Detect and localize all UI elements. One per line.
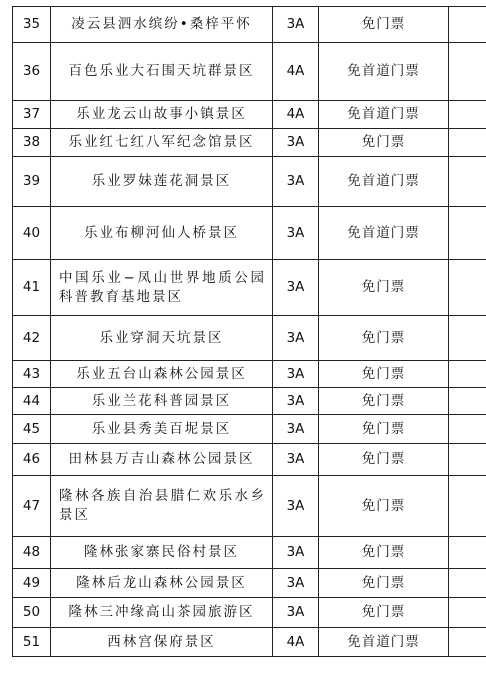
blank-cell — [449, 129, 486, 157]
scenic-spot-table — [12, 6, 486, 657]
row-number: 41 — [13, 260, 51, 316]
scenic-spot-name: 西林宫保府景区 — [51, 628, 273, 657]
table-row — [13, 569, 486, 598]
scenic-level: 4A — [273, 628, 319, 657]
ticket-policy: 免门票 — [319, 537, 449, 569]
scenic-spot-name: 乐业穿洞天坑景区 — [51, 316, 273, 361]
scenic-spot-name: 乐业龙云山故事小镇景区 — [51, 101, 273, 129]
ticket-policy: 免门票 — [319, 388, 449, 415]
scenic-spot-name: 隆林张家寨民俗村景区 — [51, 537, 273, 569]
table-row — [13, 43, 486, 101]
blank-cell — [449, 361, 486, 388]
table-row — [13, 260, 486, 316]
ticket-policy: 免首道门票 — [319, 43, 449, 101]
blank-cell — [449, 43, 486, 101]
row-number: 44 — [13, 388, 51, 415]
table-row — [13, 444, 486, 476]
ticket-policy: 免门票 — [319, 569, 449, 598]
scenic-level: 3A — [273, 129, 319, 157]
row-number: 43 — [13, 361, 51, 388]
blank-cell — [449, 598, 486, 628]
row-number: 48 — [13, 537, 51, 569]
scenic-level: 3A — [273, 569, 319, 598]
scenic-spot-name: 乐业布柳河仙人桥景区 — [51, 207, 273, 260]
scenic-spot-name: 乐业五台山森林公园景区 — [51, 361, 273, 388]
scenic-spot-name-cell — [51, 476, 273, 537]
row-number: 35 — [13, 7, 51, 43]
ticket-policy: 免门票 — [319, 444, 449, 476]
ticket-policy: 免首道门票 — [319, 628, 449, 657]
blank-cell — [449, 628, 486, 657]
scenic-spot-name-cell — [51, 260, 273, 316]
table-row — [13, 207, 486, 260]
row-number: 39 — [13, 157, 51, 207]
scenic-spot-name: 中国乐业−凤山世界地质公园科普教育基地景区 — [59, 269, 266, 305]
scenic-spot-name: 隆林后龙山森林公园景区 — [51, 569, 273, 598]
scenic-spot-name: 乐业县秀美百坭景区 — [51, 415, 273, 444]
blank-cell — [449, 537, 486, 569]
row-number: 42 — [13, 316, 51, 361]
table-row — [13, 628, 486, 657]
table-row — [13, 598, 486, 628]
ticket-policy: 免首道门票 — [319, 101, 449, 129]
scenic-spot-name: 乐业罗妹莲花洞景区 — [51, 157, 273, 207]
blank-cell — [449, 101, 486, 129]
scenic-spot-name: 隆林各族自治县腊仁欢乐水乡景区 — [59, 488, 266, 523]
row-number: 51 — [13, 628, 51, 657]
table-row — [13, 388, 486, 415]
blank-cell — [449, 444, 486, 476]
blank-cell — [449, 388, 486, 415]
blank-cell — [449, 316, 486, 361]
scenic-spot-name: 隆林三冲缘高山茶园旅游区 — [51, 598, 273, 628]
blank-cell — [449, 569, 486, 598]
scenic-level: 3A — [273, 415, 319, 444]
scenic-level: 4A — [273, 101, 319, 129]
scenic-level: 3A — [273, 388, 319, 415]
ticket-policy: 免门票 — [319, 415, 449, 444]
scenic-spot-name: 凌云县泗水缤纷•桑梓平怀 — [51, 7, 273, 43]
row-number: 45 — [13, 415, 51, 444]
table-row — [13, 537, 486, 569]
scenic-level: 3A — [273, 476, 319, 537]
row-number: 40 — [13, 207, 51, 260]
row-number: 38 — [13, 129, 51, 157]
scenic-level: 3A — [273, 260, 319, 316]
scenic-level: 3A — [273, 157, 319, 207]
blank-cell — [449, 415, 486, 444]
ticket-policy: 免门票 — [319, 260, 449, 316]
blank-cell — [449, 260, 486, 316]
scenic-spot-name: 乐业兰花科普园景区 — [51, 388, 273, 415]
table-row — [13, 101, 486, 129]
table-row — [13, 157, 486, 207]
row-number: 46 — [13, 444, 51, 476]
ticket-policy: 免首道门票 — [319, 207, 449, 260]
scenic-level: 3A — [273, 361, 319, 388]
ticket-policy: 免门票 — [319, 476, 449, 537]
table-row — [13, 415, 486, 444]
scenic-spot-name: 乐业红七红八军纪念馆景区 — [51, 129, 273, 157]
scenic-level: 4A — [273, 43, 319, 101]
table-body — [13, 7, 486, 657]
table-row — [13, 129, 486, 157]
scenic-level: 3A — [273, 598, 319, 628]
ticket-policy: 免门票 — [319, 7, 449, 43]
scenic-level: 3A — [273, 444, 319, 476]
row-number: 36 — [13, 43, 51, 101]
row-number: 47 — [13, 476, 51, 537]
table-row — [13, 7, 486, 43]
scenic-level: 3A — [273, 7, 319, 43]
blank-cell — [449, 207, 486, 260]
table-row — [13, 361, 486, 388]
scenic-spot-name: 百色乐业大石围天坑群景区 — [51, 43, 273, 101]
row-number: 49 — [13, 569, 51, 598]
ticket-policy: 免门票 — [319, 316, 449, 361]
blank-cell — [449, 476, 486, 537]
scenic-level: 3A — [273, 316, 319, 361]
ticket-policy: 免门票 — [319, 361, 449, 388]
blank-cell — [449, 157, 486, 207]
ticket-policy: 免门票 — [319, 598, 449, 628]
row-number: 50 — [13, 598, 51, 628]
blank-cell — [449, 7, 486, 43]
ticket-policy: 免门票 — [319, 129, 449, 157]
scenic-spot-name: 田林县万吉山森林公园景区 — [51, 444, 273, 476]
ticket-policy: 免首道门票 — [319, 157, 449, 207]
row-number: 37 — [13, 101, 51, 129]
table-row — [13, 316, 486, 361]
table-row — [13, 476, 486, 537]
scenic-level: 3A — [273, 537, 319, 569]
scenic-level: 3A — [273, 207, 319, 260]
